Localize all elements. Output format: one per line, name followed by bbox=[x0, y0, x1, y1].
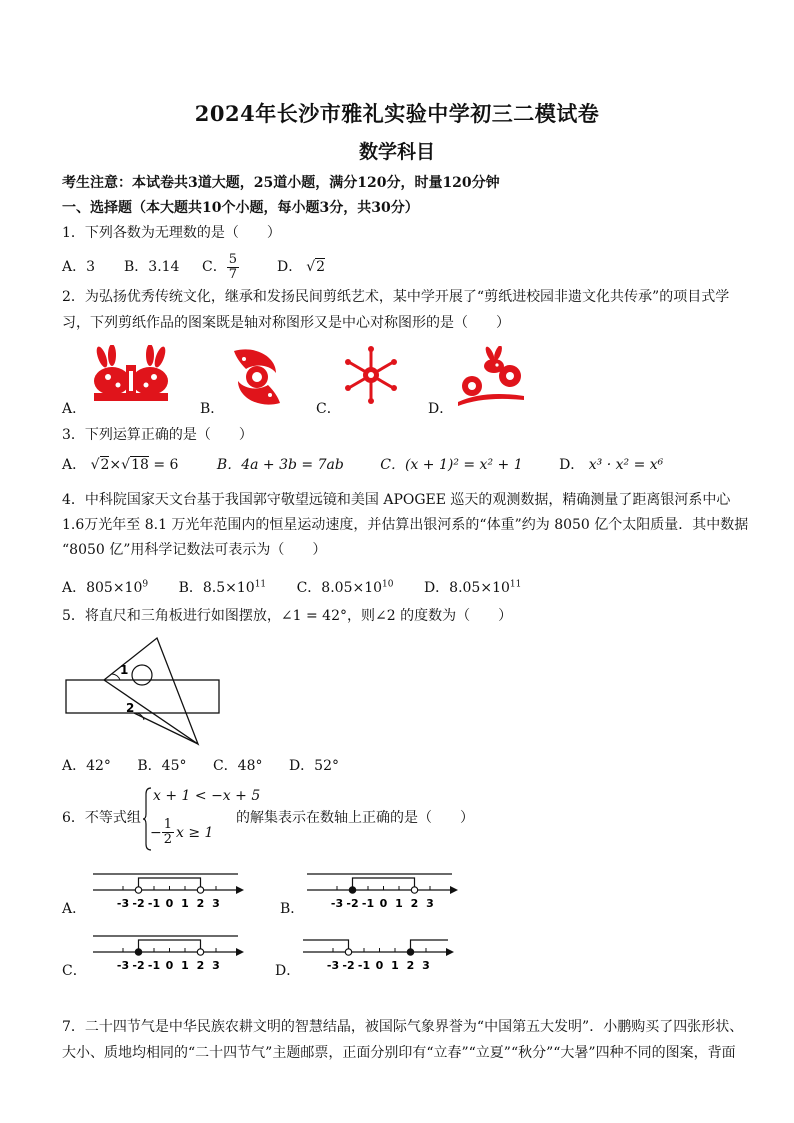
q4-option-c: C．$8.05\times 10^{10}$ bbox=[296, 579, 394, 596]
axis-arrow bbox=[446, 948, 454, 956]
q5-ruler-triangle-figure bbox=[64, 634, 224, 746]
triangle-hole bbox=[132, 665, 152, 685]
q3-a-times: × bbox=[109, 457, 122, 473]
q5-option-c: C．48° bbox=[212, 758, 263, 774]
tick-label: 1 bbox=[181, 897, 189, 910]
q6-inequality-2 bbox=[150, 818, 213, 847]
q3-stem: 3．下列运算正确的是（ ） bbox=[62, 427, 253, 443]
tick-label: -1 bbox=[361, 897, 375, 910]
tick-label: 3 bbox=[212, 897, 220, 910]
q5-stem: 5．将直尺和三角板进行如图摆放，∠1 = 42°，则∠2 的度数为（ ） bbox=[62, 608, 513, 624]
tick-label: 0 bbox=[165, 897, 174, 910]
q6-ineq2-rest: x ≥ 1 bbox=[176, 824, 214, 841]
q3-a-radicand-1: 2 bbox=[100, 457, 110, 473]
tick-label: -1 bbox=[147, 959, 161, 972]
endpoint-right bbox=[407, 949, 413, 955]
q3-option-a-label: A． bbox=[62, 457, 87, 473]
q6-option-c-label: C． bbox=[62, 963, 87, 979]
endpoint-left bbox=[135, 887, 141, 893]
q2-option-a-label: A． bbox=[62, 401, 87, 417]
endpoint-left bbox=[349, 887, 355, 893]
q2-option-d-label: D． bbox=[428, 401, 454, 417]
angle-label-2: 2 bbox=[126, 701, 135, 715]
papercut-rabbits-image bbox=[88, 345, 174, 407]
q2-option-b-label: B． bbox=[200, 401, 225, 417]
q1-stem: 1．下列各数为无理数的是（ ） bbox=[62, 225, 281, 241]
tick-label: 2 bbox=[196, 959, 205, 972]
tick-label: 3 bbox=[212, 959, 220, 972]
q3-option-b: B．4a + 3b = 7ab bbox=[216, 457, 344, 473]
endpoint-right bbox=[411, 887, 417, 893]
q4-option-a: A．$805\times 10^9$ bbox=[62, 579, 149, 596]
q1-option-c-fraction bbox=[227, 253, 239, 282]
q6-option-b-label: B． bbox=[280, 901, 305, 917]
q4-line-1: 4．中科院国家天文台基于我国郭守敬望远镜和美国 APOGEE 巡天的观测数据，精确测量了距离银河系中心 bbox=[62, 492, 731, 508]
section-heading: 一、选择题（本大题共10个小题，每小题3分，共30分） bbox=[62, 200, 419, 216]
q1-option-a: A．3 bbox=[62, 259, 96, 275]
q6-inequality-1: x + 1 < −x + 5 bbox=[153, 788, 261, 804]
endpoint-left bbox=[345, 949, 351, 955]
q4-line-2: 1.6万光年至 8.1 万光年范围内的恒星运动速度，并估算出银河系的“体重”约为 8050 亿个太阳质量．其中数据 bbox=[62, 517, 749, 533]
papercut-fish-image bbox=[226, 345, 288, 409]
q1-option-d-label: D． bbox=[277, 259, 303, 275]
tick-label: -1 bbox=[147, 897, 161, 910]
tick-label: 2 bbox=[410, 897, 419, 910]
q3-options bbox=[62, 455, 663, 475]
axis-arrow bbox=[450, 886, 458, 894]
tick-label: 1 bbox=[181, 959, 189, 972]
q1-option-b: B．3.14 bbox=[124, 259, 180, 275]
solution-range-right bbox=[411, 940, 449, 952]
q1-option-c-label: C． bbox=[202, 259, 227, 275]
q4-options bbox=[62, 574, 521, 598]
q7-line-1: 7．二十四节气是中华民族农耕文明的智慧结晶，被国际气象界誉为“中国第五大发明”．小鹏购买了四张形状、 bbox=[62, 1019, 744, 1035]
q3-option-d: x³ · x² = x⁶ bbox=[588, 457, 664, 473]
q1-option-d: √2 bbox=[306, 259, 326, 275]
q6-numberline-a bbox=[88, 868, 248, 910]
axis-arrow bbox=[236, 948, 244, 956]
q1-c-numerator: 5 bbox=[228, 251, 237, 267]
q5-option-d: D．52° bbox=[288, 758, 339, 774]
tick-label: -3 bbox=[116, 959, 130, 972]
q1-options bbox=[62, 252, 325, 282]
tick-label: 2 bbox=[196, 897, 205, 910]
tick-label: -2 bbox=[132, 897, 145, 910]
axis-arrow bbox=[236, 886, 244, 894]
tick-label: -2 bbox=[346, 897, 359, 910]
papercut-snowflake-image bbox=[340, 343, 402, 407]
exam-title: 2024年长沙市雅礼实验中学初三二模试卷 bbox=[194, 101, 600, 126]
q3-a-result: = 6 bbox=[153, 457, 179, 473]
q1-c-denominator: 7 bbox=[228, 266, 237, 282]
exam-notice: 考生注意：本试卷共3道大题，25道小题，满分120分，时量120分钟 bbox=[62, 175, 500, 191]
triangle-outer bbox=[104, 638, 198, 744]
q6-numberline-d bbox=[298, 930, 458, 972]
q3-option-d-label: D． bbox=[559, 457, 585, 473]
q7-line-2: 大小、质地均相同的“二十四节气”主题邮票，正面分别印有“立春”“立夏”“秋分”“大暑”四种不同的图案，背面 bbox=[62, 1045, 736, 1061]
q3-option-a: √2×√18 = 6 bbox=[90, 457, 179, 473]
tick-label: -2 bbox=[132, 959, 145, 972]
q1-d-radicand: 2 bbox=[316, 259, 326, 275]
tick-label: 1 bbox=[395, 897, 403, 910]
q2-option-c-label: C． bbox=[316, 401, 341, 417]
q6-numberline-c bbox=[88, 930, 248, 972]
q6-ineq2-fraction: $\frac{1}{2}$ bbox=[163, 817, 173, 847]
q6-prefix: 6．不等式组 bbox=[62, 810, 141, 826]
q6-ineq2-sign: − bbox=[150, 824, 162, 841]
tick-label: -2 bbox=[342, 959, 355, 972]
q4-option-d: D．$8.05\times 10^{11}$ bbox=[423, 579, 522, 596]
tick-label: 0 bbox=[375, 959, 384, 972]
q4-option-b: B．$8.5\times 10^{11}$ bbox=[178, 579, 267, 596]
q2-line-1: 2．为弘扬优秀传统文化，继承和发扬民间剪纸艺术，某中学开展了“剪纸进校园非遗文化共传承”的项目式学 bbox=[62, 289, 730, 305]
tick-label: 0 bbox=[165, 959, 174, 972]
tick-label: -3 bbox=[330, 897, 344, 910]
q5-option-a: A．42° bbox=[62, 758, 111, 774]
q4-line-3: “8050 亿”用科学记数法可表示为（ ） bbox=[62, 542, 327, 558]
tick-label: 2 bbox=[406, 959, 415, 972]
q6-option-d-label: D． bbox=[275, 963, 301, 979]
tick-label: 1 bbox=[391, 959, 399, 972]
solution-range-left bbox=[303, 940, 349, 952]
exam-subtitle: 数学科目 bbox=[358, 141, 435, 163]
tick-label: 3 bbox=[426, 897, 434, 910]
q3-a-radicand-2: 18 bbox=[131, 457, 149, 473]
tick-label: 3 bbox=[422, 959, 430, 972]
tick-label: 0 bbox=[379, 897, 388, 910]
q5-options bbox=[62, 756, 339, 776]
angle-label-1: 1 bbox=[120, 663, 129, 677]
tick-label: -1 bbox=[357, 959, 371, 972]
endpoint-right bbox=[197, 949, 203, 955]
tick-label: -3 bbox=[116, 897, 130, 910]
q2-line-2: 习，下列剪纸作品的图案既是轴对称图形又是中心对称图形的是（ ） bbox=[62, 315, 510, 331]
tick-label: -3 bbox=[326, 959, 340, 972]
q6-suffix: 的解集表示在数轴上正确的是（ ） bbox=[236, 810, 474, 826]
q6-option-a-label: A． bbox=[62, 901, 87, 917]
q3-option-c: C．(x + 1)² = x² + 1 bbox=[380, 457, 523, 473]
papercut-flower-rabbit-image bbox=[454, 346, 528, 406]
endpoint-left bbox=[135, 949, 141, 955]
endpoint-right bbox=[197, 887, 203, 893]
q5-option-b: B．45° bbox=[137, 758, 187, 774]
q6-numberline-b bbox=[302, 868, 462, 910]
